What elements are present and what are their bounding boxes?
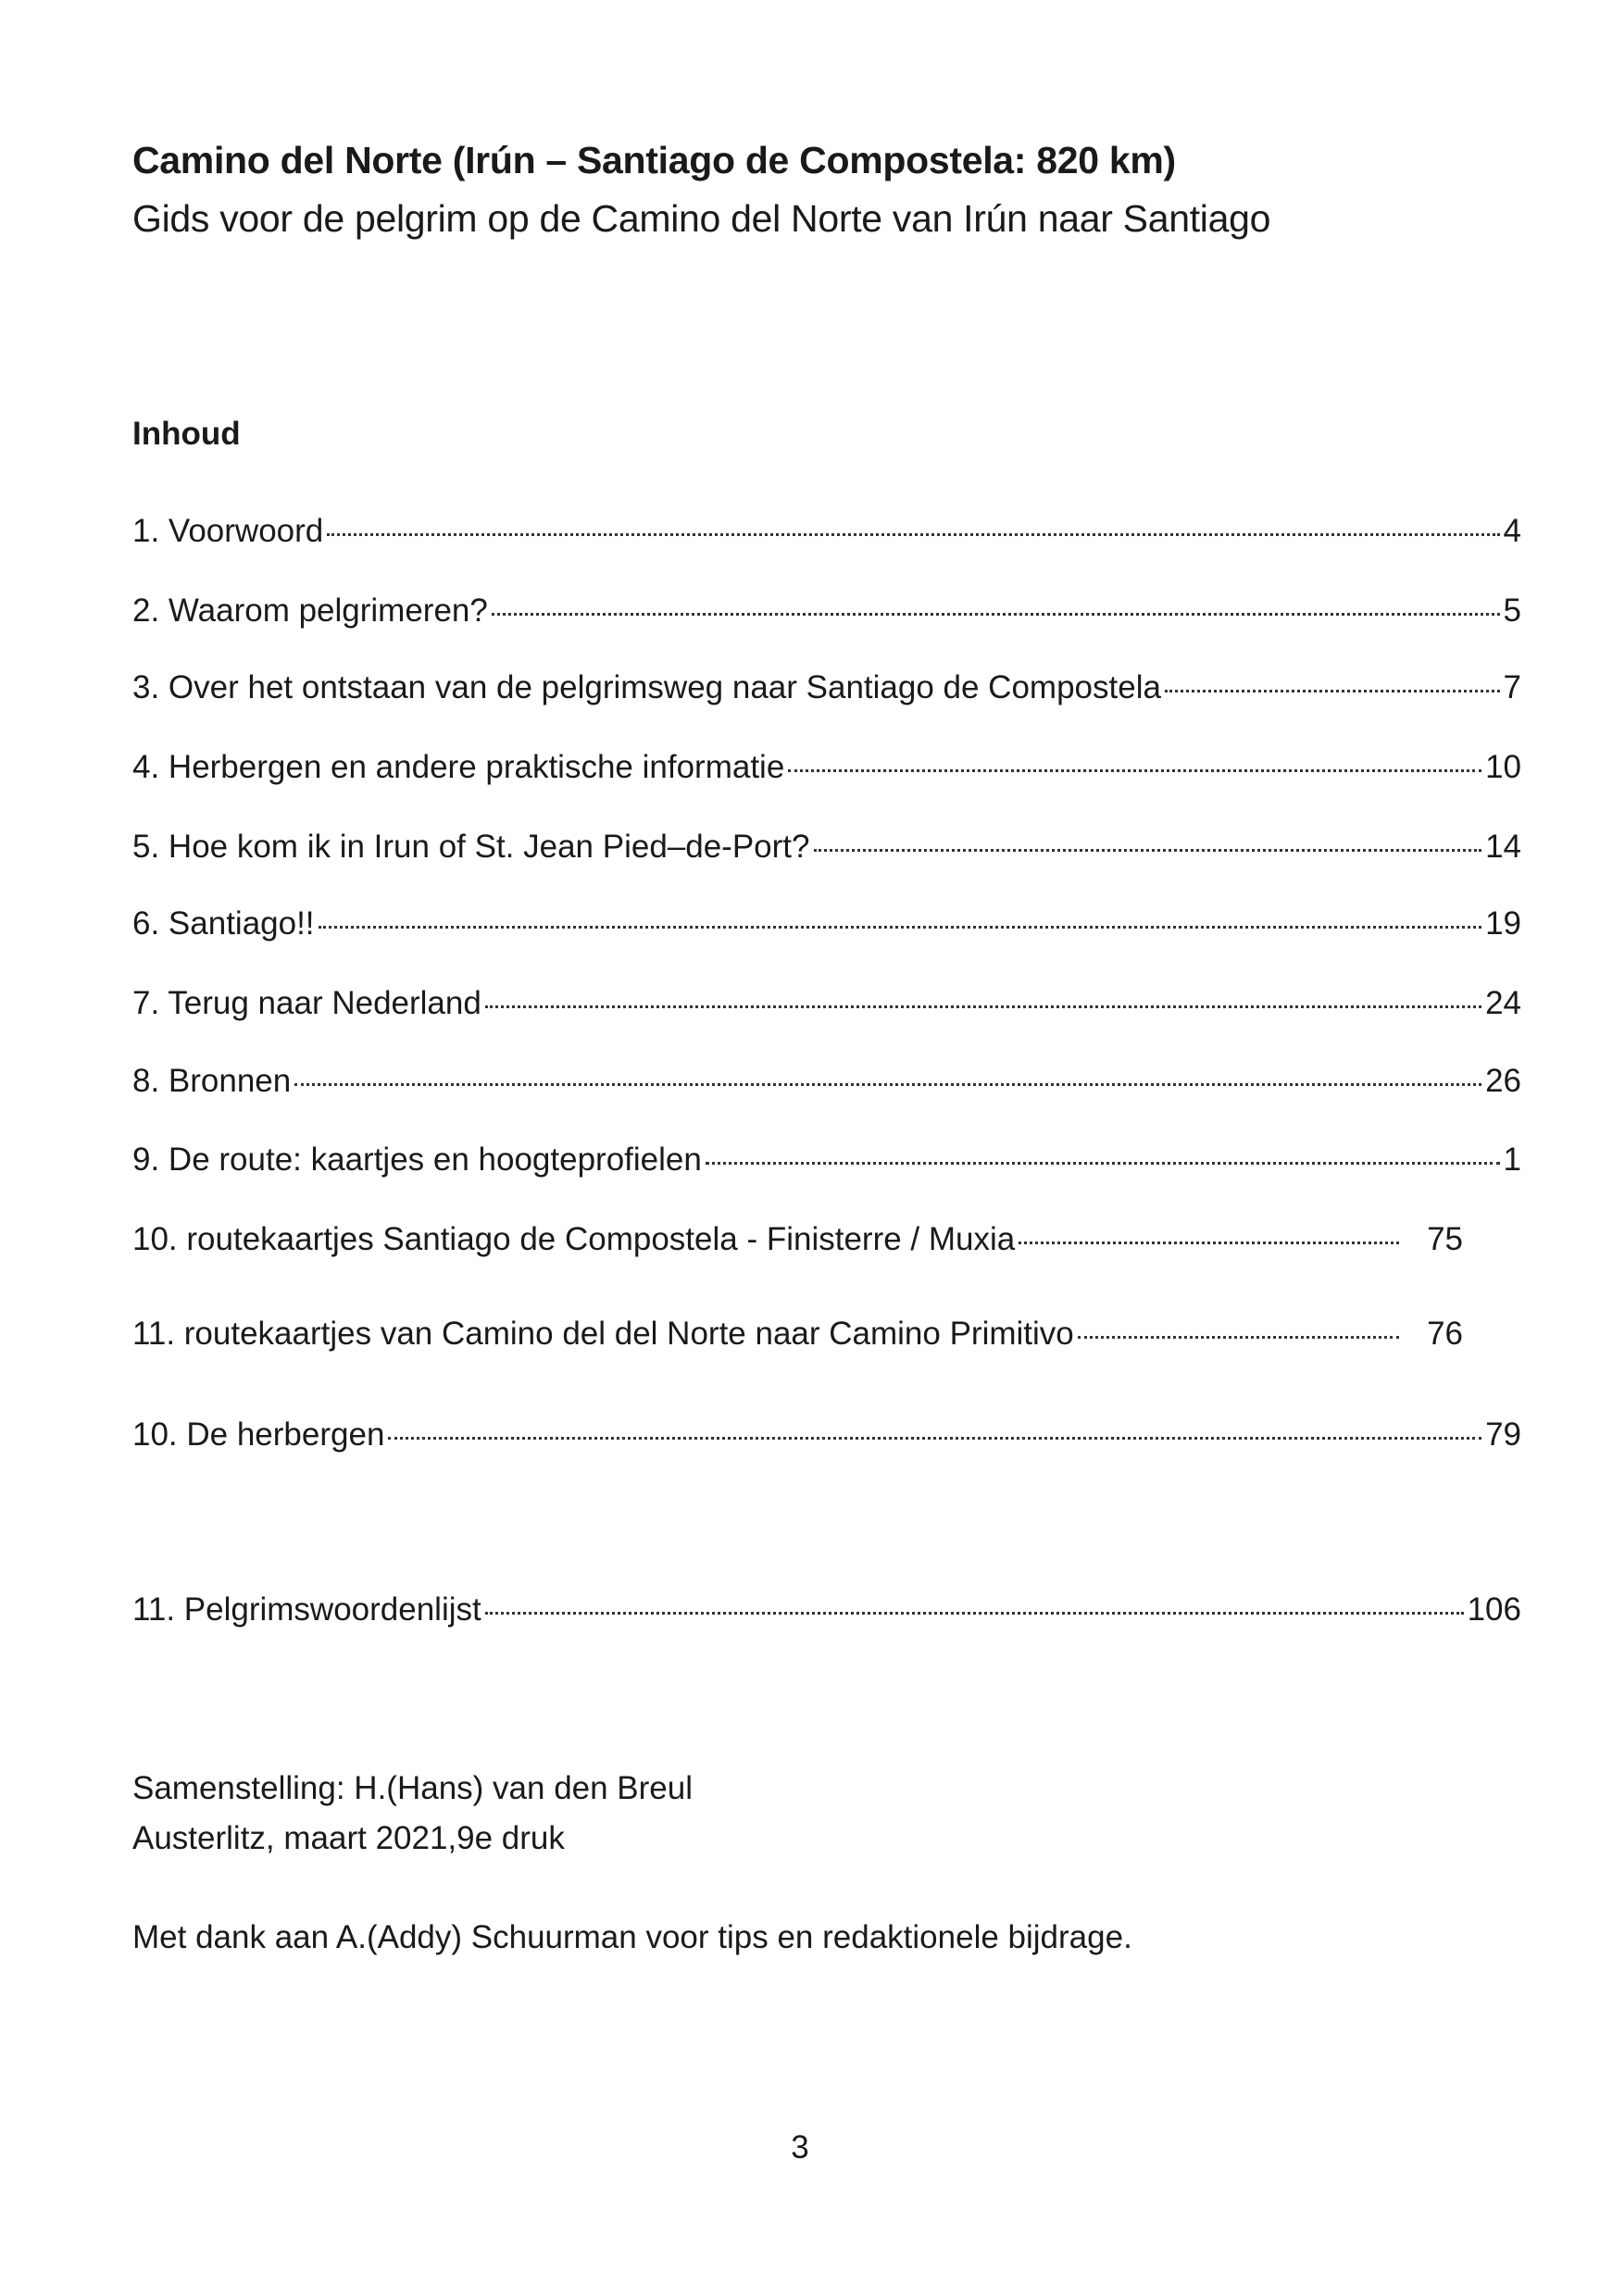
toc-entry-label: 2. Waarom pelgrimeren? <box>132 593 488 629</box>
compiler-credit: Samenstelling: H.(Hans) van den Breul <box>132 1770 694 1806</box>
toc-entry <box>132 1218 1463 1261</box>
toc-entry <box>132 826 1521 868</box>
toc-entry-label: 1. Voorwoord <box>132 513 324 549</box>
toc-entry-page: 19 <box>1485 905 1521 942</box>
toc-entry-label: 6. Santiago!! <box>132 905 315 942</box>
toc-entry-label: 11. Pelgrimswoordenlijst <box>132 1591 481 1628</box>
toc-entry <box>132 1313 1463 1355</box>
toc-entry <box>132 667 1521 709</box>
toc-dot-leader <box>294 1083 1481 1086</box>
toc-dot-leader <box>485 1005 1481 1008</box>
edition-info: Austerlitz, maart 2021,9e druk <box>132 1820 565 1856</box>
document-subtitle: Gids voor de pelgrim op de Camino del Norte van Irún naar Santiago <box>132 197 1271 240</box>
toc-entry-label: 10. De herbergen <box>132 1416 385 1453</box>
toc-entry-label: 4. Herbergen en andere praktische informatie <box>132 749 785 785</box>
toc-heading: Inhoud <box>132 416 241 452</box>
toc-dot-leader <box>788 769 1481 772</box>
toc-dot-leader <box>1019 1242 1399 1244</box>
toc-entry <box>132 746 1521 789</box>
toc-entry-page: 106 <box>1467 1591 1521 1628</box>
toc-entry-page: 7 <box>1503 669 1521 705</box>
document-title: Camino del Norte (Irún – Santiago de Compostela: 820 km) <box>132 139 1176 181</box>
toc-dot-leader <box>327 533 1499 536</box>
toc-entry-page: 24 <box>1485 985 1521 1021</box>
toc-entry-label: 9. De route: kaartjes en hoogteprofielen <box>132 1142 702 1178</box>
toc-entry-page: 10 <box>1485 749 1521 785</box>
toc-entry <box>132 510 1521 553</box>
toc-entry-label: 10. routekaartjes Santiago de Compostela - Finisterre / Muxia <box>132 1221 1016 1257</box>
toc-dot-leader <box>1165 690 1500 693</box>
toc-entry-page: 75 <box>1427 1221 1463 1257</box>
toc-entry <box>132 1414 1521 1456</box>
acknowledgement: Met dank aan A.(Addy) Schuurman voor tips en redaktionele bijdrage. <box>132 1919 1132 1955</box>
toc-dot-leader <box>1078 1336 1399 1339</box>
toc-entry-label: 5. Hoe kom ik in Irun of St. Jean Pied–de-Port? <box>132 829 810 865</box>
toc-dot-leader <box>814 849 1482 852</box>
toc-entry-label: 11. routekaartjes van Camino del del Norte naar Camino Primitivo <box>132 1316 1074 1352</box>
toc-entry-page: 26 <box>1485 1063 1521 1099</box>
toc-dot-leader <box>706 1162 1500 1165</box>
toc-entry <box>132 1589 1521 1631</box>
toc-entry <box>132 903 1521 945</box>
toc-entry-label: 3. Over het ontstaan van de pelgrimsweg naar Santiago de Compostela <box>132 669 1161 705</box>
toc-entry <box>132 590 1521 632</box>
toc-entry <box>132 1060 1521 1103</box>
toc-dot-leader <box>485 1612 1464 1615</box>
toc-entry <box>132 982 1521 1025</box>
toc-dot-leader <box>319 926 1482 929</box>
toc-entry-page: 4 <box>1503 513 1521 549</box>
toc-entry <box>132 1139 1521 1181</box>
toc-dot-leader <box>388 1437 1481 1440</box>
toc-dot-leader <box>492 613 1500 616</box>
toc-entry-page: 76 <box>1427 1316 1463 1352</box>
page-number: 3 <box>791 2129 809 2165</box>
toc-entry-page: 1 <box>1503 1142 1521 1178</box>
toc-entry-page: 5 <box>1503 593 1521 629</box>
toc-entry-page: 79 <box>1485 1416 1521 1453</box>
toc-entry-label: 8. Bronnen <box>132 1063 292 1099</box>
toc-entry-page: 14 <box>1485 829 1521 865</box>
toc-entry-label: 7. Terug naar Nederland <box>132 985 481 1021</box>
